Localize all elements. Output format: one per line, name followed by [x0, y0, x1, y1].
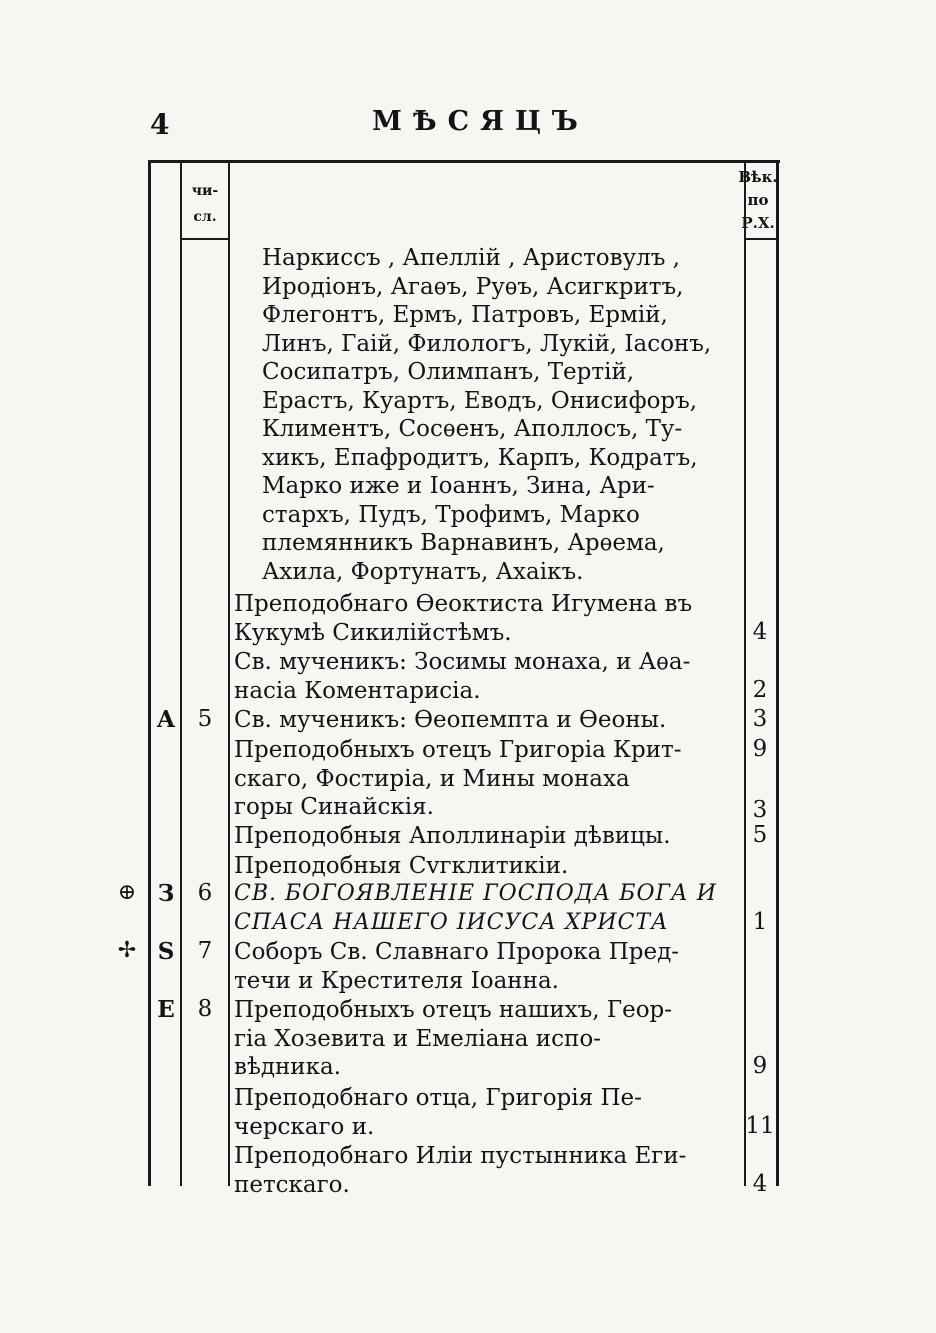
feast-rank-icon: ✢	[117, 938, 137, 963]
table-row	[148, 648, 780, 705]
table-top-border	[148, 160, 780, 163]
century-header-rule	[744, 238, 779, 240]
century-number: 11	[745, 1112, 775, 1139]
century-column-header: Вѣк. по Р.Х.	[738, 168, 778, 232]
day-number: 7	[197, 938, 213, 964]
days-header-rule	[180, 238, 230, 240]
commemoration-text: Преподобнаго Иліи пустынника Еги- петскаго.	[234, 1143, 687, 1198]
century-number: 5	[752, 822, 768, 848]
century-number: 2	[752, 676, 768, 703]
century-number: 3	[752, 797, 768, 823]
commemoration-text: Соборъ Св. Славнаго Пророка Пред- течи и Крестителя Іоанна.	[234, 939, 680, 994]
table-row	[117, 880, 780, 937]
week-letter: S	[157, 938, 175, 965]
century-number: 4	[752, 1170, 768, 1197]
calendar-table	[117, 160, 780, 1198]
commemoration-text: Преподобныхъ отецъ нашихъ, Геор- гіа Хозевита и Емеліана испо- вѣдника.	[234, 997, 673, 1080]
table-row	[148, 1084, 780, 1141]
day-number: 8	[197, 996, 213, 1022]
commemoration-text: Преподобныя Аполлинаріи дѣвицы.	[234, 823, 671, 849]
commemoration-text: Преподобныя Сvгклитикіи.	[234, 853, 569, 879]
century-number: 4	[752, 618, 768, 645]
page-title: МѢСЯЦЪ	[372, 106, 589, 137]
commemoration-text: Преподобныхъ отецъ Григоріа Крит- скаго, Фостиріа, и Мины монаха горы Синайскія.	[234, 737, 682, 820]
century-number: 9	[752, 736, 768, 762]
century-number: 1	[752, 908, 768, 935]
century-number: 9	[752, 1053, 768, 1079]
commemoration-text: Св. мученикъ: Ѳеопемпта и Ѳеоны.	[234, 707, 667, 733]
days-column-header: чи- сл.	[191, 183, 219, 225]
table-row	[148, 852, 780, 881]
table-row	[148, 706, 780, 735]
page-number: 4	[150, 108, 170, 141]
commemoration-text: Преподобнаго Ѳеоктиста Игумена въ Кукумѣ Сикилійстѣмъ.	[234, 591, 693, 646]
week-letter: Е	[157, 996, 175, 1023]
commemoration-text: Св. мученикъ: Зосимы монаха, и Аѳа- насіа Коментарисіа.	[234, 649, 691, 704]
table-row	[148, 822, 780, 851]
commemoration-text: СВ. БОГОЯВЛЕНІЕ ГОСПОДА БОГА И СПАСА НАШЕГО ІИСУСА ХРИСТА	[234, 881, 717, 935]
feast-rank-icon: ⊕	[117, 880, 137, 905]
table-row	[148, 244, 780, 586]
table-row	[148, 736, 780, 822]
commemoration-text: Наркиссъ , Апеллій , Аристовулъ , Иродіонъ, Агаѳъ, Руѳъ, Асигкритъ, Флегонтъ, Ермъ, Патровъ, Ермій, Линъ, Гаій, Филологъ, Лукій, Іасонъ, Сосипатръ, Олимпанъ, Тертій, Ерастъ, Куартъ, Еводъ, Онисифоръ, Климентъ, Сосѳенъ, Аполлосъ, Ту- хикъ, Епафродитъ, Карпъ, Кодратъ, Марко иже и Іоаннъ, Зина, Ари- стархъ, Пудъ, Трофимъ, Марко племянникъ Варнавинъ, Арѳема, Ахила, Фортунатъ, Ахаікъ.	[262, 245, 712, 585]
commemoration-text: Преподобнаго отца, Григорія Пе- черскаго и.	[234, 1085, 642, 1140]
day-number: 6	[197, 880, 213, 906]
week-letter: З	[157, 880, 175, 907]
day-number: 5	[197, 706, 213, 732]
table-row	[148, 996, 780, 1082]
century-number: 3	[752, 706, 768, 732]
week-letter: А	[156, 706, 176, 733]
table-row	[117, 938, 780, 995]
table-row	[148, 590, 780, 647]
table-row	[148, 1142, 780, 1199]
